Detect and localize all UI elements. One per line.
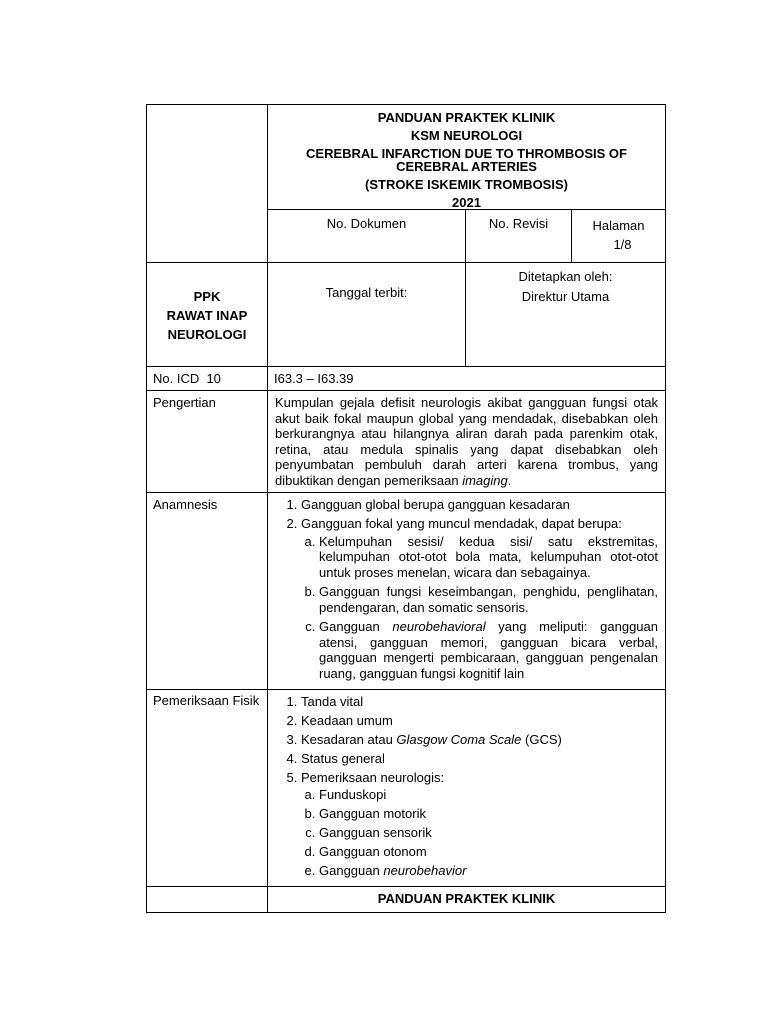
list-item <box>301 694 658 710</box>
list-item <box>301 751 658 767</box>
anamnesis-sub-b: Gangguan fungsi keseimbangan, penghidu, penglihatan, pendengaran, dan somatic sensoris. <box>319 584 658 615</box>
pengertian-label: Pengertian <box>153 395 216 410</box>
title-line-3: CEREBRAL INFARCTION DUE TO THROMBOSIS OF CEREBRAL ARTERIES <box>306 146 627 174</box>
set-by-value: Direktur Utama <box>521 288 610 304</box>
header-cell <box>268 105 666 263</box>
page-label: Halaman <box>592 218 645 233</box>
footer-title-cell <box>268 887 666 913</box>
doc-number-label: No. Dokumen <box>326 216 407 231</box>
footer-left-cell <box>147 887 268 913</box>
list-item <box>301 770 658 879</box>
pemeriksaan-list <box>268 690 665 887</box>
ppk-line-2: RAWAT INAP <box>166 308 248 323</box>
document-title <box>268 105 665 209</box>
list-item <box>319 584 658 615</box>
title-line-5: 2021 <box>452 195 481 210</box>
ppk-label <box>147 263 267 344</box>
pengertian-cell <box>268 391 666 493</box>
pemeriksaan-item-3-post: (GCS) <box>521 731 562 747</box>
pemeriksaan-label-cell <box>147 689 268 887</box>
icd-label-cell <box>147 367 268 391</box>
pemeriksaan-sub-e-italic: neurobehavior <box>383 863 467 878</box>
icd-value: I63.3 – I63.39 <box>274 371 354 386</box>
title-line-4: (STROKE ISKEMIK TROMBOSIS) <box>365 177 568 192</box>
pengertian-text <box>268 391 665 492</box>
pemeriksaan-item-1: Tanda vital <box>301 693 364 709</box>
anamnesis-item-2: Gangguan fokal yang muncul mendadak, dapat berupa: <box>301 516 622 531</box>
anamnesis-sub-c-pre: Gangguan <box>319 619 393 634</box>
pemeriksaan-sub-d: Gangguan otonom <box>319 844 427 859</box>
pemeriksaan-item-5: Pemeriksaan neurologis: <box>301 769 445 785</box>
pemeriksaan-sub-b: Gangguan motorik <box>319 806 426 821</box>
page-value: 1/8 <box>613 237 632 252</box>
anamnesis-cell <box>268 493 666 690</box>
pengertian-end: . <box>507 472 512 488</box>
logo-cell <box>147 105 268 263</box>
pemeriksaan-sub-c: Gangguan sensorik <box>319 825 432 840</box>
pemeriksaan-sub-a: Funduskopi <box>319 787 387 802</box>
anamnesis-sublist <box>301 534 658 682</box>
list-item <box>301 713 658 729</box>
ppk-document-table <box>146 104 666 913</box>
title-line-2: KSM NEUROLOGI <box>410 128 523 143</box>
icd-value-cell <box>268 367 666 391</box>
list-item <box>301 497 658 513</box>
set-by-cell <box>466 263 666 366</box>
pemeriksaan-item-3-pre: Kesadaran atau <box>301 731 397 747</box>
pemeriksaan-sublist <box>301 787 658 879</box>
anamnesis-sub-c-italic: neurobehavioral <box>392 619 486 634</box>
list-item <box>319 844 658 860</box>
set-by-label: Ditetapkan oleh: <box>518 269 613 284</box>
title-line-1: PANDUAN PRAKTEK KLINIK <box>377 110 556 125</box>
ppk-line-1: PPK <box>193 289 221 304</box>
page-cell <box>572 210 666 263</box>
issue-row <box>268 263 665 366</box>
anamnesis-item-1: Gangguan global berupa gangguan kesadaran <box>301 497 570 512</box>
list-item <box>319 619 658 681</box>
pengertian-label-cell <box>147 391 268 493</box>
anamnesis-list <box>268 493 665 689</box>
pemeriksaan-item-4: Status general <box>301 750 385 766</box>
anamnesis-label: Anamnesis <box>153 497 218 512</box>
pemeriksaan-item-3-italic: Glasgow Coma Scale <box>396 731 522 747</box>
anamnesis-label-cell <box>147 493 268 690</box>
ppk-line-3: NEUROLOGI <box>167 327 247 342</box>
pemeriksaan-sub-e-pre: Gangguan <box>319 863 384 878</box>
list-item <box>319 787 658 803</box>
pemeriksaan-item-2: Keadaan umum <box>301 712 393 728</box>
anamnesis-sub-c-post: yang meliputi: gangguan atensi, gangguan memori, gangguan bicara verbal, gangguan mengerti pembicaraan, gangguan pengenalan ruang, gangguan fungsi kognitif lain <box>319 619 658 681</box>
pemeriksaan-cell <box>268 689 666 887</box>
anamnesis-sub-a: Kelumpuhan sesisi/ kedua sisi/ satu ekstremitas, kelumpuhan otot-otot bola mata, kelumpuhan otot-otot untuk proses menelan, wicara dan sebagainya. <box>319 533 658 580</box>
pemeriksaan-label: Pemeriksaan Fisik <box>153 692 260 708</box>
list-item <box>319 534 658 581</box>
list-item <box>319 863 658 879</box>
icd-label: No. ICD 10 <box>153 371 221 386</box>
issue-date-label: Tanggal terbit: <box>325 285 408 300</box>
issue-cell <box>268 263 666 367</box>
list-item <box>301 732 658 748</box>
pengertian-body: Kumpulan gejala defisit neurologis akibat gangguan fungsi otak akut baik fokal maupun global yang mendadak, disebabkan oleh berkurangnya atau hilangnya aliran darah pada parenkim otak, retina, atau medula spinalis yang dapat disebabkan oleh penyumbatan pembuluh darah arteri karena trombus, yang dibuktikan dengan pemeriksaan <box>275 395 658 488</box>
list-item <box>319 806 658 822</box>
pengertian-italic: imaging <box>462 472 508 488</box>
list-item <box>319 825 658 841</box>
ppk-cell <box>147 263 268 367</box>
list-item <box>301 516 658 681</box>
document-meta-row <box>268 209 665 262</box>
revision-label: No. Revisi <box>466 210 572 263</box>
footer-title: PANDUAN PRAKTEK KLINIK <box>377 891 556 906</box>
